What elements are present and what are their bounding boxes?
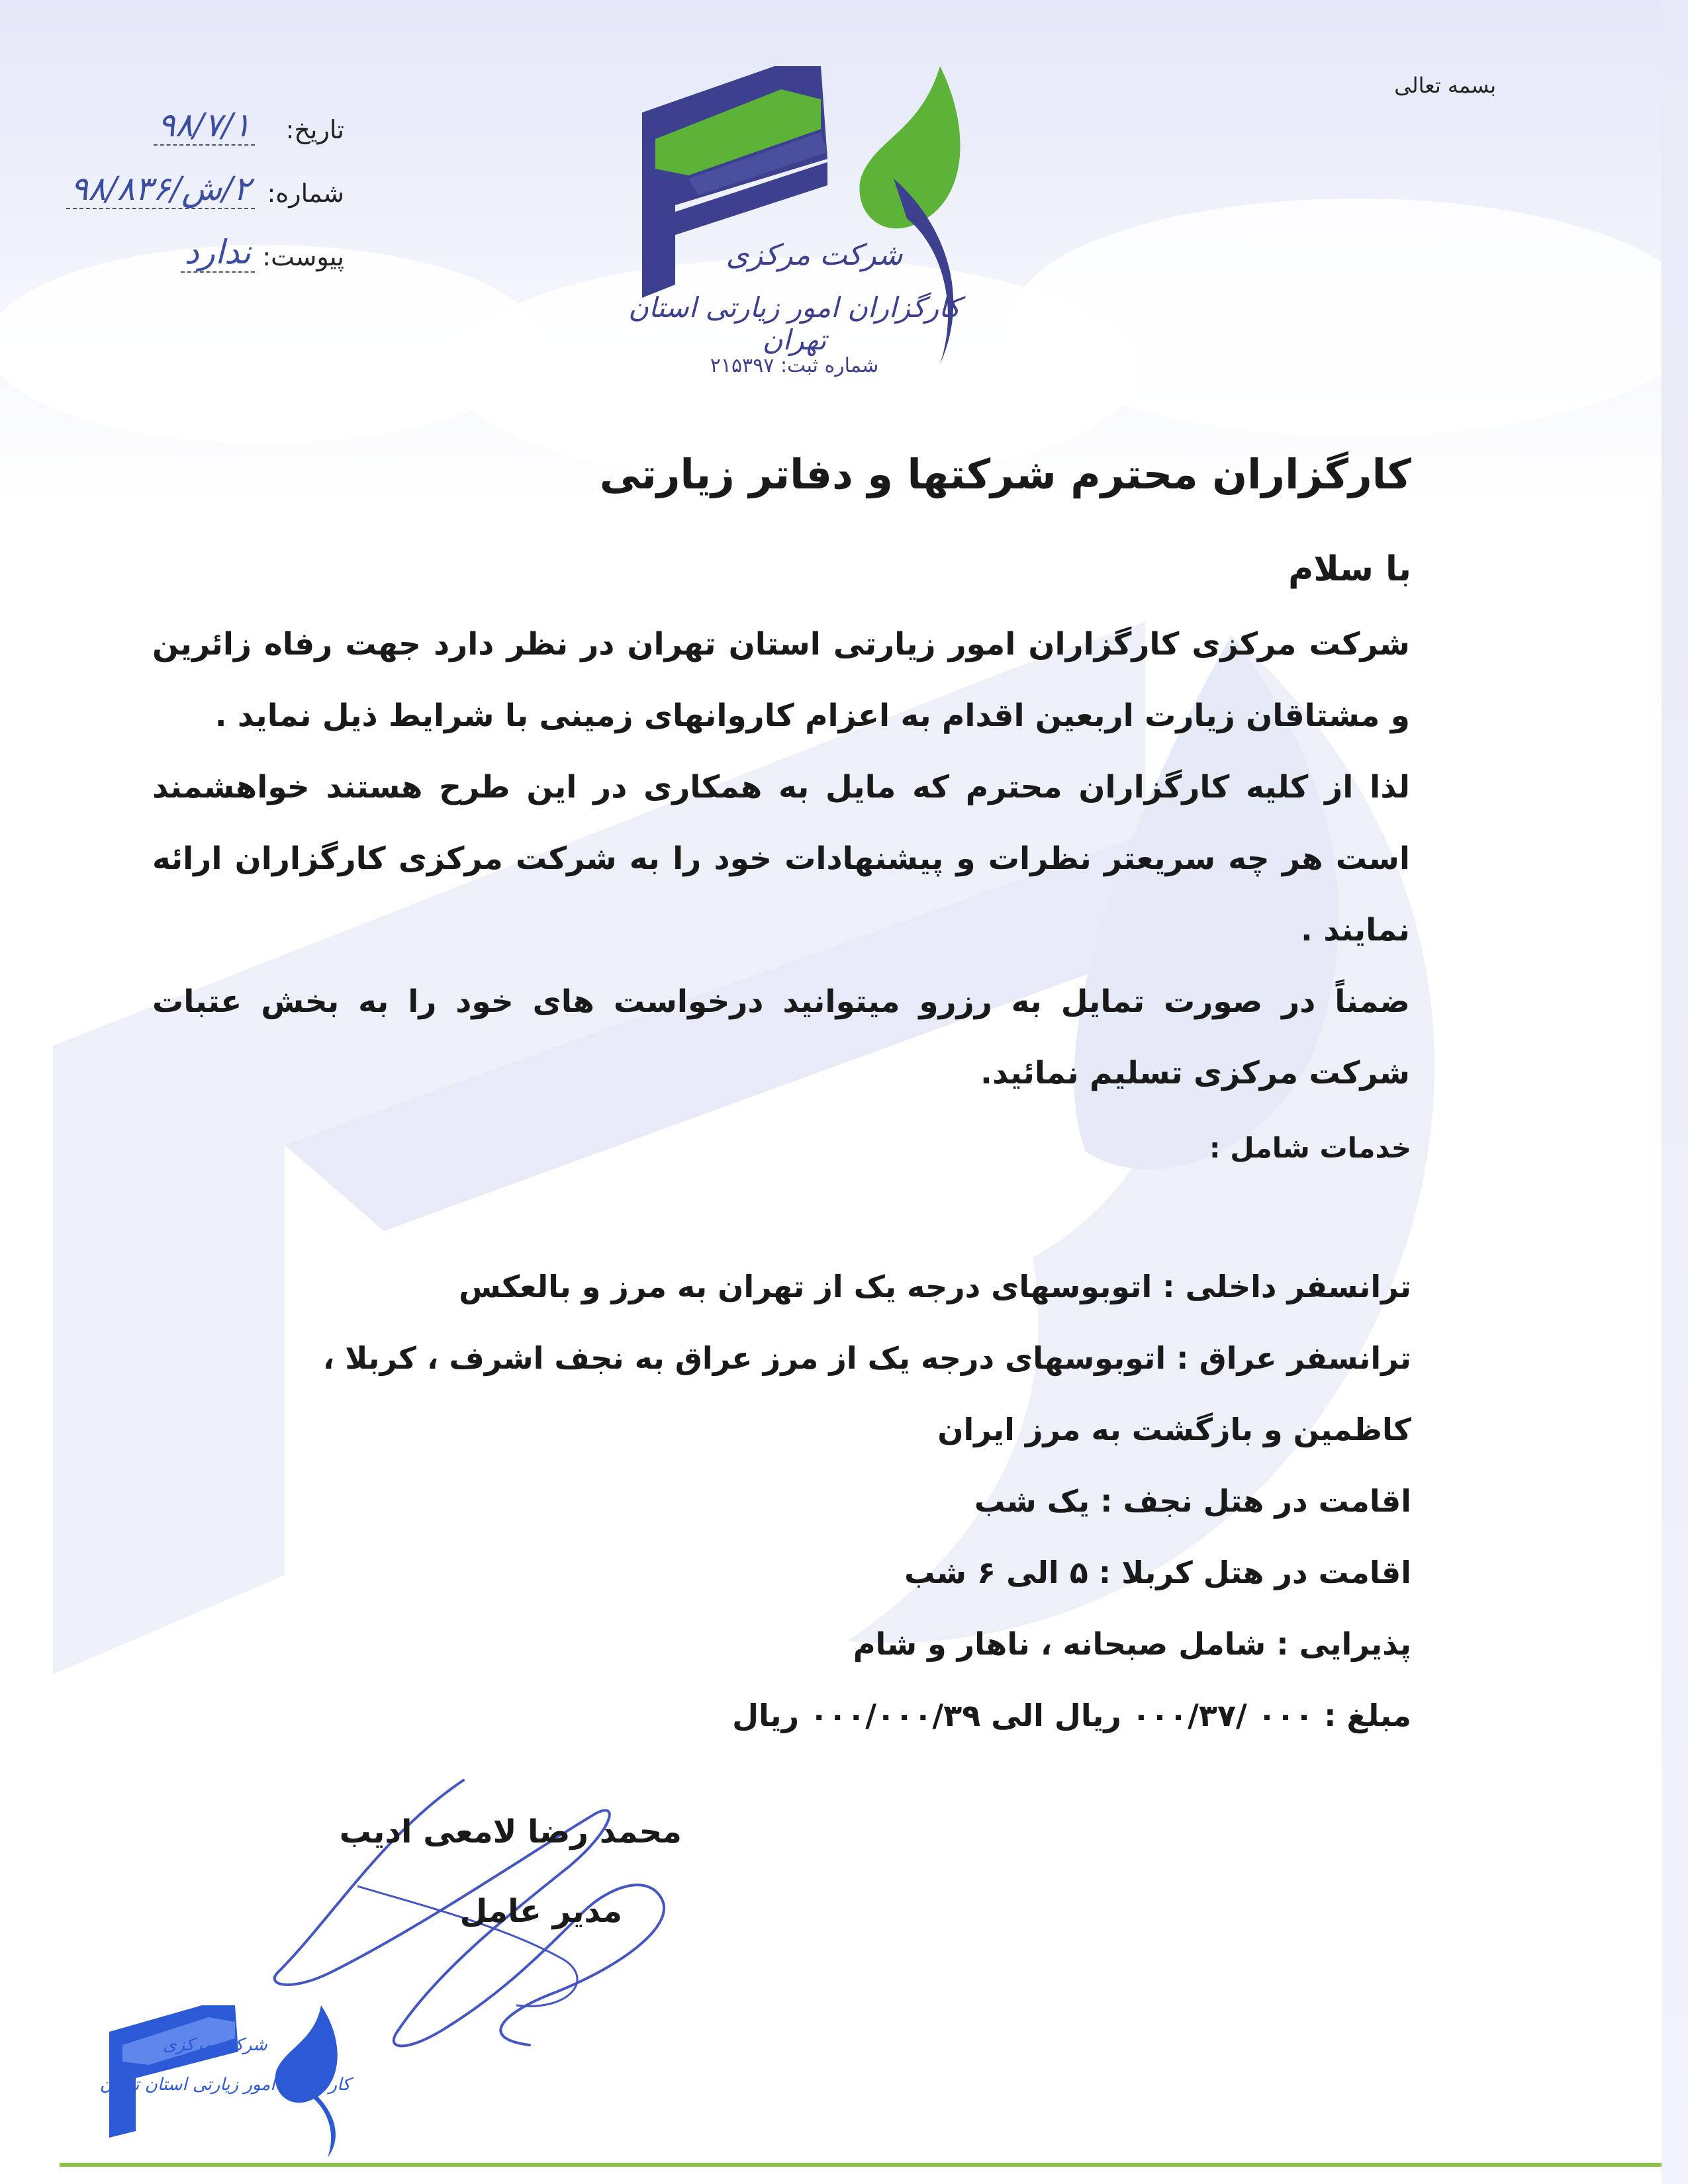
service-item: اقامت در هتل نجف : یک شب [974, 1483, 1411, 1519]
registration-number: شماره ثبت: ۲۱۵۳۹۷ [710, 354, 879, 377]
body-paragraph: ضمناً در صورت تمایل به رزرو میتوانید درخواست های خود را به بخش عتبات شرکت مرکزی تسلیم نمائید. [152, 983, 1410, 1091]
service-item: اقامت در هتل کربلا : ۵ الی ۶ شب [904, 1555, 1411, 1590]
footer-rule [60, 2163, 1662, 2167]
letter-body [152, 609, 1410, 1109]
number-label: شماره: [267, 179, 344, 208]
meta-date-row [13, 106, 344, 169]
number-value: ۲/ش/۹۸/۸۳۶ [66, 169, 255, 209]
letter-greeting: با سلام [1288, 549, 1411, 589]
body-paragraph: شرکت مرکزی کارگزاران امور زیارتی استان تهران در نظر دارد جهت رفاه زائرین و مشتاقان زیارت اربعین اقدام به اعزام کاروانهای زمینی با شرایط ذیل نماید . [152, 626, 1410, 734]
attachment-label: پیوست: [262, 242, 344, 271]
letter-meta [13, 106, 344, 296]
service-item: ترانسفر عراق : اتوبوسهای درجه یک از مرز عراق به نجف اشرف ، کربلا ، کاظمین و بازگشت به مرز ایران [322, 1340, 1411, 1447]
attachment-value: ندارد [181, 233, 255, 273]
body-paragraph: لذا از کلیه کارگزاران محترم که مایل به همکاری در این طرح هستند خواهشمند است هر چه سریعتر نظرات و پیشنهادات خود را به شرکت مرکزی کارگزاران ارائه نمایند . [152, 769, 1410, 948]
services-list [319, 1251, 1411, 1751]
services-title: خدمات شامل : [1209, 1132, 1411, 1164]
right-edge-bar [1662, 0, 1688, 2184]
logo-company-line1: شرکت مرکزی [726, 238, 903, 272]
bismillah-heading: بسمه تعالی [1394, 73, 1496, 98]
date-value: ۹۸/۷/۱ [154, 106, 255, 146]
signer-role: مدیر عامل [459, 1893, 622, 1930]
stamp-line2: کارگزاران امور زیارتی استان تهران [99, 2075, 351, 2095]
service-item: ترانسفر داخلی : اتوبوسهای درجه یک از تهران به مرز و بالعکس [459, 1269, 1411, 1304]
letter-title: کارگزاران محترم شرکتها و دفاتر زیارتی [599, 450, 1411, 498]
signer-name: محمد رضا لامعی ادیب [339, 1813, 682, 1850]
meta-attachment-row [13, 233, 344, 296]
date-label: تاریخ: [285, 115, 344, 144]
logo-company-line2: کارگزاران امور زیارتی استان تهران [628, 291, 961, 356]
meta-number-row [13, 169, 344, 233]
stamp-line1: شرکت مرکزی [163, 2035, 267, 2055]
service-item: پذیرایی : شامل صبحانه ، ناهار و شام [853, 1626, 1411, 1662]
service-item: مبلغ : ۰۰۰ /۰۰۰/۳۷ ریال الی ۰۰۰/۰۰۰/۳۹ ریال [732, 1698, 1411, 1733]
